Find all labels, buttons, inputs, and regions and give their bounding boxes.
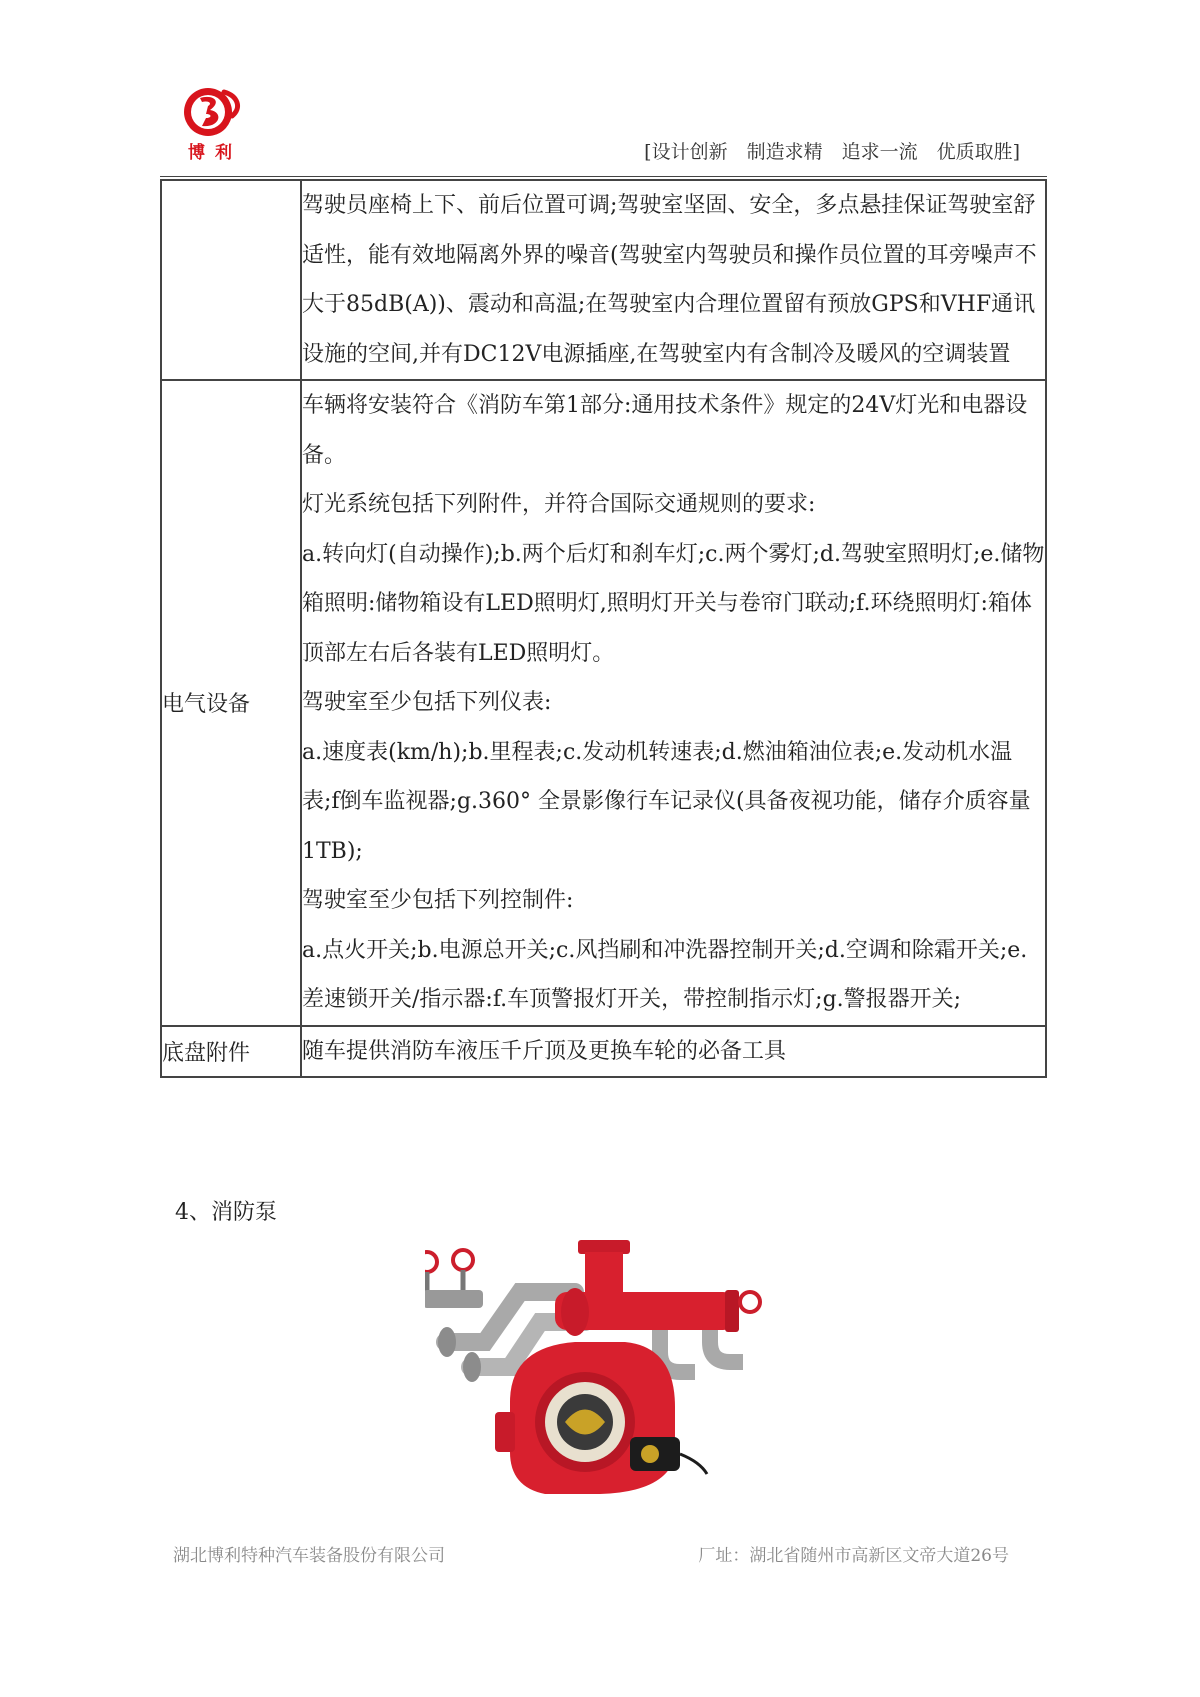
fire-pump-illustration (425, 1232, 795, 1502)
spec-table (160, 179, 1047, 1078)
row-label (161, 180, 301, 380)
header-slogan: [设计创新 制造求精 追求一流 优质取胜] (644, 141, 1020, 163)
row-label: 电气设备 (161, 380, 301, 1026)
table-row (161, 180, 1046, 380)
content-paragraph: 车辆将安装符合《消防车第1部分:通用技术条件》规定的24V灯光和电器设备。 (302, 393, 1028, 468)
table-row (161, 1026, 1046, 1078)
content-paragraph: a.点火开关;b.电源总开关;c.风挡刷和冲洗器控制开关;d.空调和除霜开关;e.差速锁开关/指示器:f.车顶警报灯开关，带控制指示灯;g.警报器开关; (302, 937, 1028, 1012)
content-paragraph: 驾驶室至少包括下列仪表: (302, 690, 552, 715)
section-heading: 4、消防泵 (175, 1200, 277, 1225)
header-divider (160, 176, 1047, 177)
content-paragraph: 驾驶员座椅上下、前后位置可调;驾驶室坚固、安全，多点悬挂保证驾驶室舒适性，能有效地隔离外界的噪音(驾驶室内驾驶员和操作员位置的耳旁噪声不大于85dB(A))、震动和高温;在驾驶室内合理位置留有预放GPS和VHF通讯设施的空间,并有DC12V电源插座,在驾驶室内有含制冷及暖风的空调装置 (302, 193, 1037, 367)
content-paragraph: 驾驶室至少包括下列控制件: (302, 888, 574, 913)
table-row (161, 380, 1046, 1026)
footer-address: 厂址：湖北省随州市高新区文帝大道26号 (698, 1546, 1009, 1566)
content-paragraph: a.速度表(km/h);b.里程表;c.发动机转速表;d.燃油箱油位表;e.发动机水温表;f倒车监视器;g.360° 全景影像行车记录仪(具备夜视功能，储存介质容量1TB); (302, 739, 1031, 864)
content-paragraph: 随车提供消防车液压千斤顶及更换车轮的必备工具 (302, 1038, 787, 1064)
row-label: 底盘附件 (161, 1026, 301, 1078)
footer-company: 湖北博利特种汽车装备股份有限公司 (173, 1546, 445, 1566)
brand-name: 博利 (188, 143, 242, 163)
brand-logo-icon (180, 86, 250, 138)
content-paragraph: a.转向灯(自动操作);b.两个后灯和刹车灯;c.两个雾灯;d.驾驶室照明灯;e.储物箱照明:储物箱设有LED照明灯,照明灯开关与卷帘门联动;f.环绕照明灯:箱体顶部左右后各装有LED照明灯。 (302, 541, 1045, 666)
row-content (301, 1026, 1046, 1078)
row-content (301, 180, 1046, 380)
content-paragraph: 灯光系统包括下列附件，并符合国际交通规则的要求: (302, 492, 816, 517)
row-content (301, 380, 1046, 1026)
